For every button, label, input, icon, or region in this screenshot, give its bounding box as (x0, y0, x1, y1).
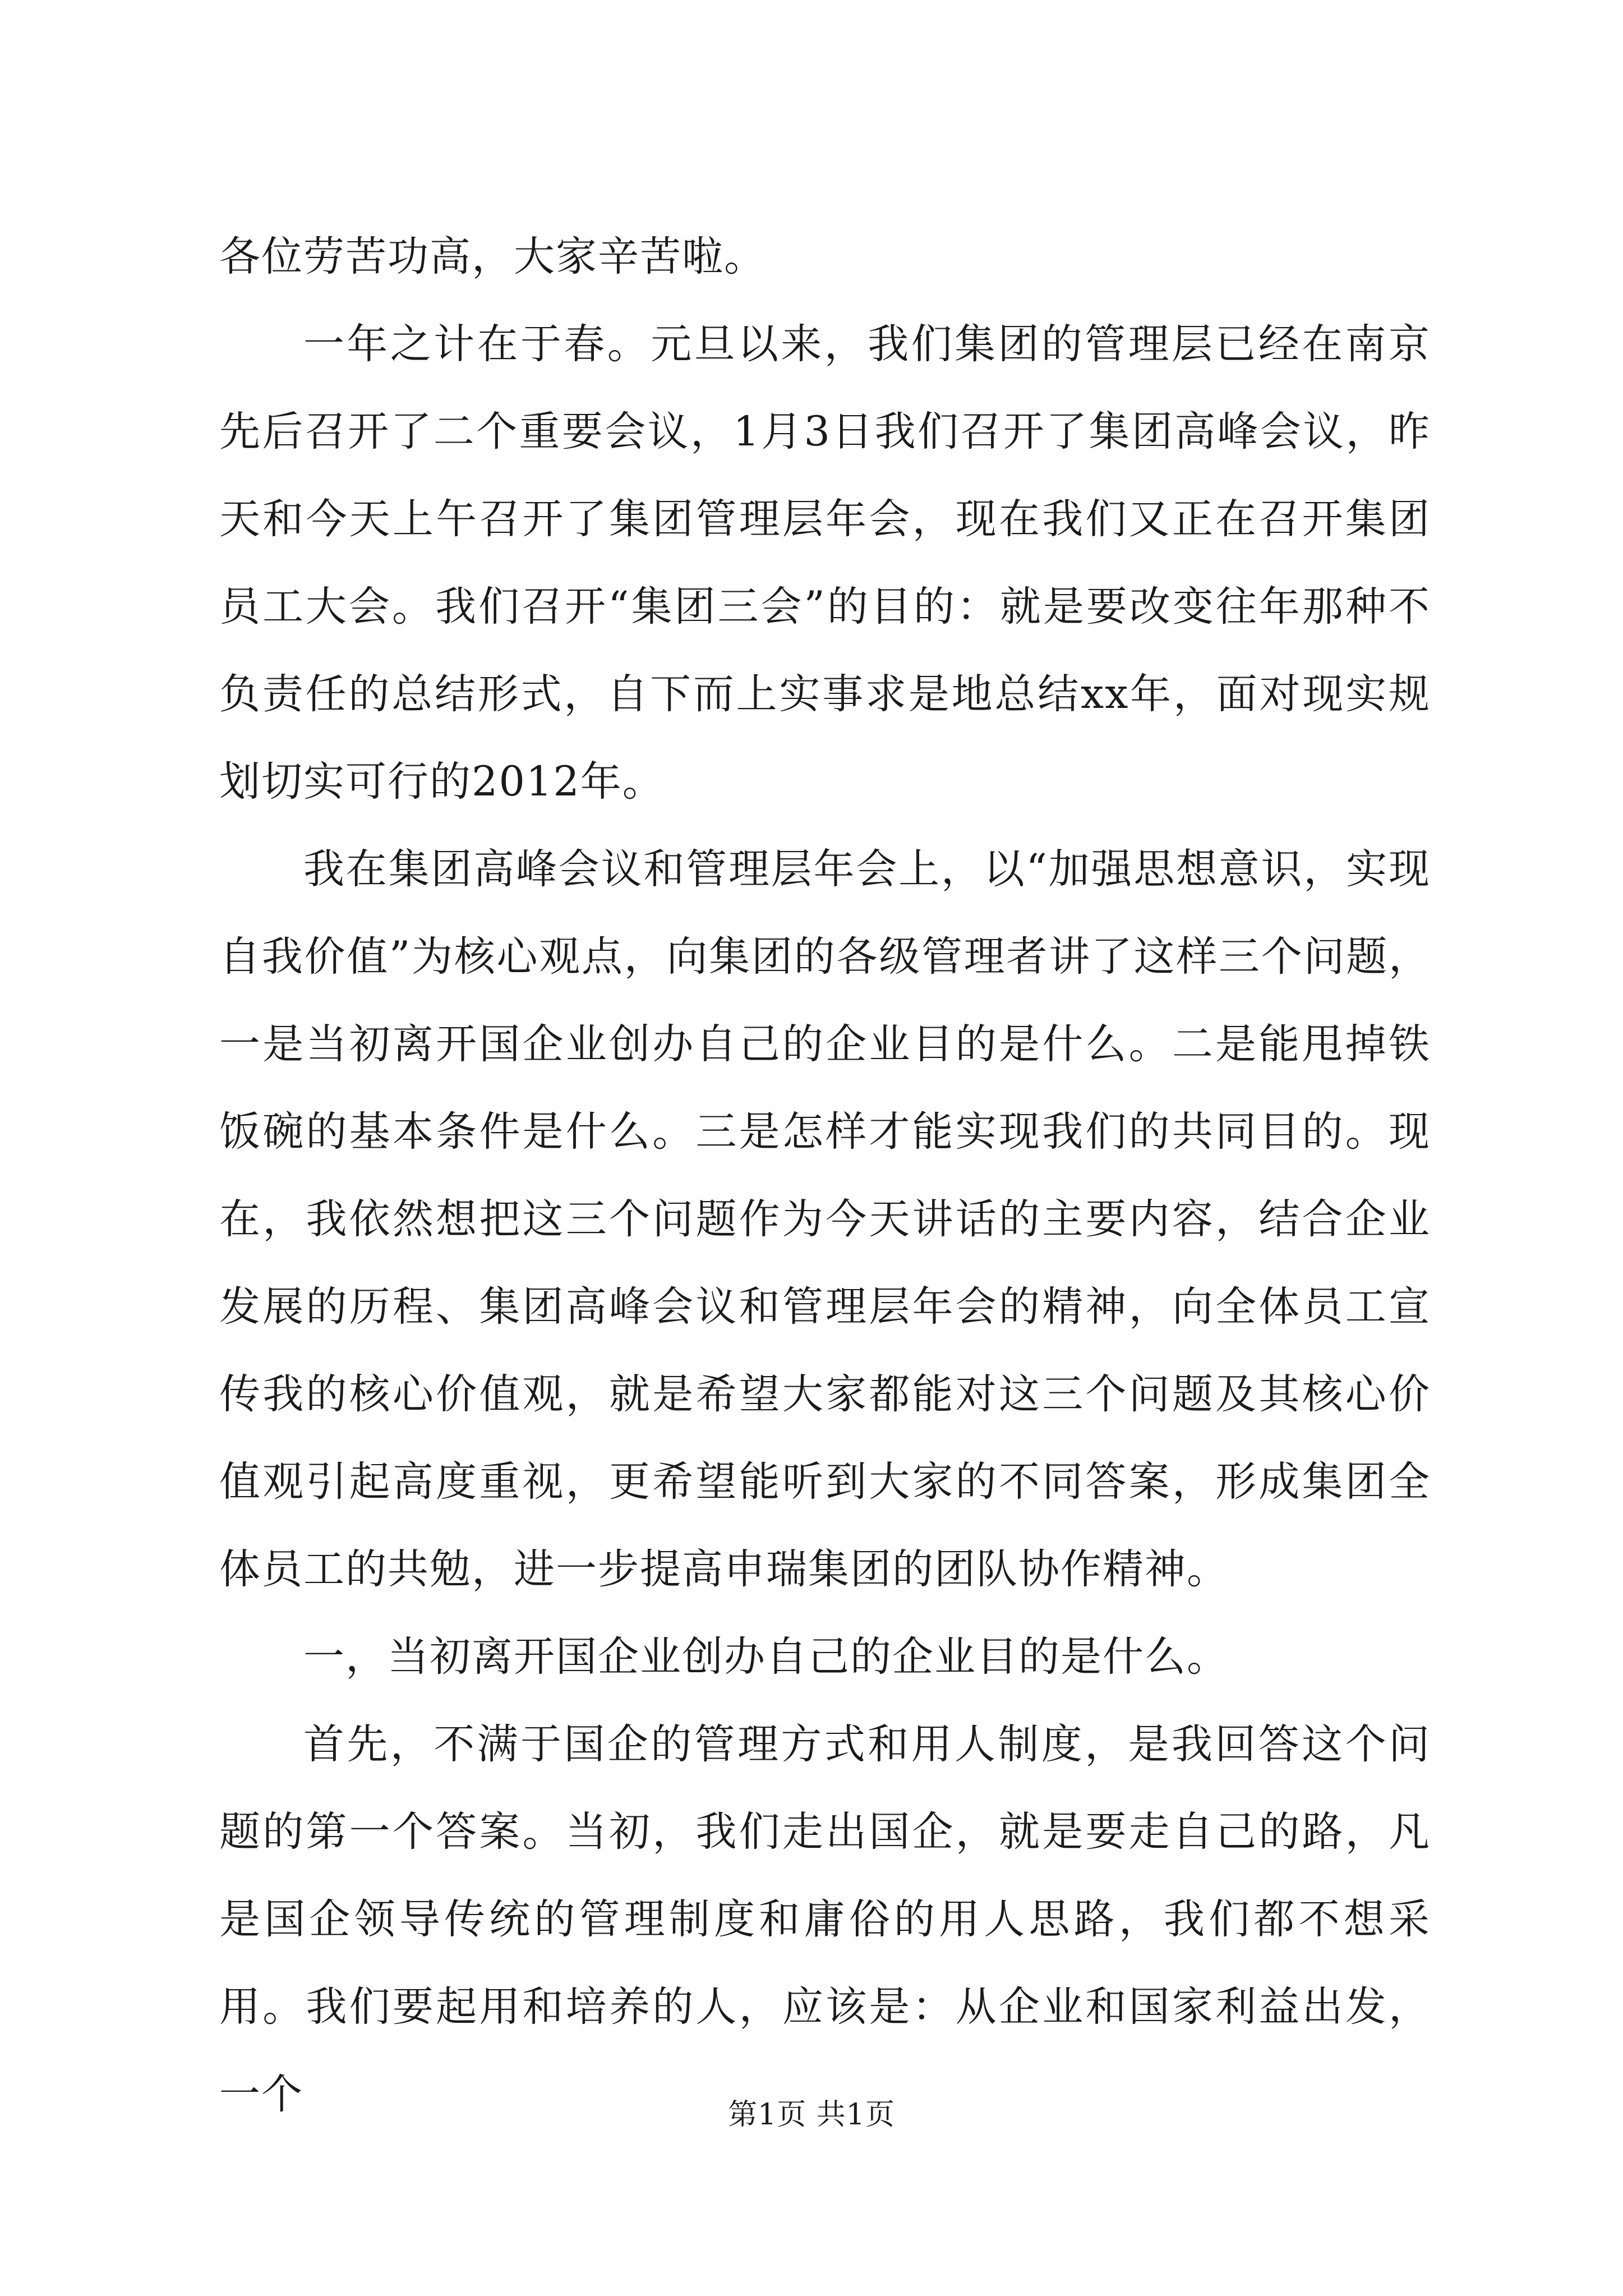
paragraph-3: 我在集团高峰会议和管理层年会上，以“加强思想意识，实现自我价值”为核心观点，向集团的各级管理者讲了这样三个问题，一是当初离开国企业创办自己的企业目的是什么。二是能甩掉铁饭碗的基本条件是什么。三是怎样才能实现我们的共同目的。现在，我依然想把这三个问题作为今天讲话的主要内容，结合企业发展的历程、集团高峰会议和管理层年会的精神，向全体员工宣传我的核心价值观，就是希望大家都能对这三个问题及其核心价值观引起高度重视，更希望能听到大家的不同答案，形成集团全体员工的共勉，进一步提高申瑞集团的团队协作精神。 (219, 845, 1431, 1593)
section-heading-1: 一，当初离开国企业创办自己的企业目的是什么。 (303, 1633, 1229, 1681)
page-footer: 第1页 共1页 (728, 2098, 895, 2132)
document-body (219, 213, 1431, 2138)
paragraph-1: 各位劳苦功高，大家辛苦啦。 (219, 233, 766, 280)
paragraph-2: 一年之计在于春。元旦以来，我们集团的管理层已经在南京先后召开了二个重要会议，1月3日我们召开了集团高峰会议，昨天和今天上午召开了集团管理层年会，现在我们又正在召开集团员工大会。我们召开“集团三会”的目的：就是要改变往年那种不负责任的总结形式，自下而上实事求是地总结xx年，面对现实规划切实可行的2012年。 (219, 320, 1431, 806)
paragraph-4: 首先，不满于国企的管理方式和用人制度，是我回答这个问题的第一个答案。当初，我们走出国企，就是要走自己的路，凡是国企领导传统的管理制度和庸俗的用人思路，我们都不想采用。我们要起用和培养的人，应该是：从企业和国家利益出发，一个 (219, 1720, 1431, 2118)
